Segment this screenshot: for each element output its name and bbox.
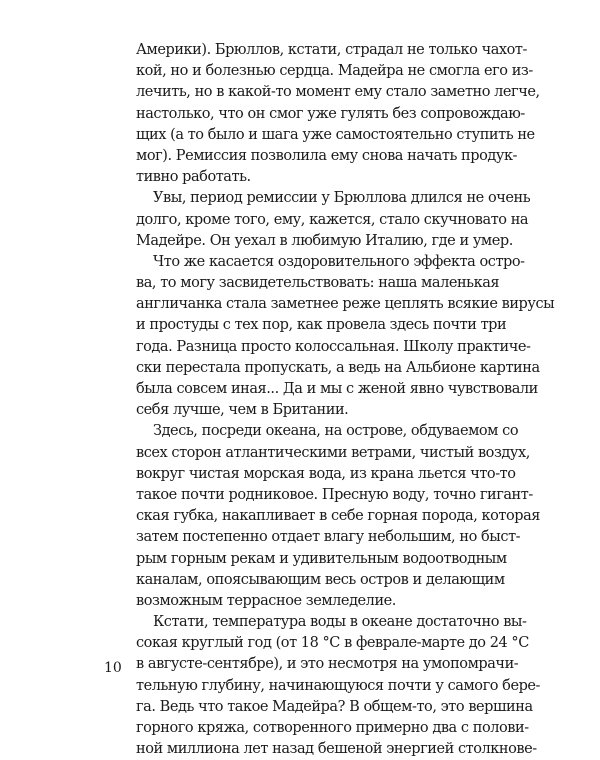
text-line: тельную глубину, начинающуюся почти у самого бере- — [136, 677, 540, 694]
text-line: ной миллиона лет назад бешеной энергией столкнове- — [136, 741, 537, 758]
page-body — [136, 40, 555, 760]
text-line: в августе-сентябре), и это несмотря на умопомрачи- — [136, 656, 519, 673]
text-line: Увы, период ремиссии у Брюллова длился не очень — [153, 190, 531, 207]
text-line: возможным террасное земледелие. — [136, 592, 396, 609]
text-line: Америки). Брюллов, кстати, страдал не только чахот- — [136, 42, 527, 58]
text-line: каналам, опоясывающим весь остров и делающим — [136, 571, 505, 588]
text-line: Мадейре. Он уехал в любимую Италию, где и умер. — [136, 232, 513, 249]
text-line: ва, то могу засвидетельствовать: наша маленькая — [136, 275, 500, 292]
paragraph-2 — [136, 188, 531, 252]
text-line: вокруг чистая морская вода, из крана льется что-то — [136, 465, 516, 482]
text-line: себя лучше, чем в Британии. — [136, 402, 349, 419]
paragraph-3 — [136, 252, 555, 422]
page-number: 10 — [104, 660, 122, 676]
text-line: долго, кроме того, ему, кажется, стало скучновато на — [136, 211, 529, 228]
text-line: кой, но и болезнью сердца. Мадейра не смогла его из- — [136, 63, 533, 80]
text-line: горного кряжа, сотворенного примерно два с полови- — [136, 720, 529, 736]
text-line: года. Разница просто колоссальная. Школу практиче- — [136, 338, 531, 355]
text-line: лечить, но в какой-то момент ему стало заметно легче, — [136, 84, 540, 101]
text-line: тивно работать. — [136, 169, 251, 186]
text-line: всех сторон атлантическими ветрами, чистый воздух, — [136, 444, 530, 461]
text-line: была совсем иная... Да и мы с женой явно чувствовали — [136, 381, 538, 397]
text-line: Кстати, температура воды в океане достаточно вы- — [153, 614, 527, 631]
text-line: и простуды с тех пор, как провела здесь почти три — [136, 317, 507, 334]
text-line: ски перестала пропускать, а ведь на Альбионе картина — [136, 359, 540, 376]
text-line: настолько, что он смог уже гулять без сопровождаю- — [136, 105, 525, 122]
paragraph-4 — [136, 421, 540, 612]
paragraph-1 — [136, 40, 540, 188]
text-line: англичанка стала заметнее реже цеплять всякие вирусы — [136, 296, 555, 313]
text-line: такое почти родниковое. Пресную воду, точно гигант- — [136, 486, 533, 503]
text-line: ская губка, накапливает в себе горная порода, которая — [136, 508, 540, 525]
paragraph-5 — [136, 612, 540, 760]
text-line: рым горным рекам и удивительным водоотводным — [136, 550, 507, 567]
text-line: щих (а то было и шага уже самостоятельно ступить не — [136, 126, 535, 143]
text-line: затем постепенно отдает влагу небольшим, но быст- — [136, 529, 521, 546]
text-line: га. Ведь что такое Мадейра? В общем-то, это вершина — [136, 698, 533, 715]
text-line: Что же касается оздоровительного эффекта остро- — [153, 253, 525, 270]
text-line: сокая круглый год (от 18 °С в феврале-марте до 24 °С — [136, 635, 529, 652]
text-line: мог). Ремиссия позволила ему снова начать продук- — [136, 147, 518, 164]
text-line: Здесь, посреди океана, на острове, обдуваемом со — [153, 423, 519, 440]
